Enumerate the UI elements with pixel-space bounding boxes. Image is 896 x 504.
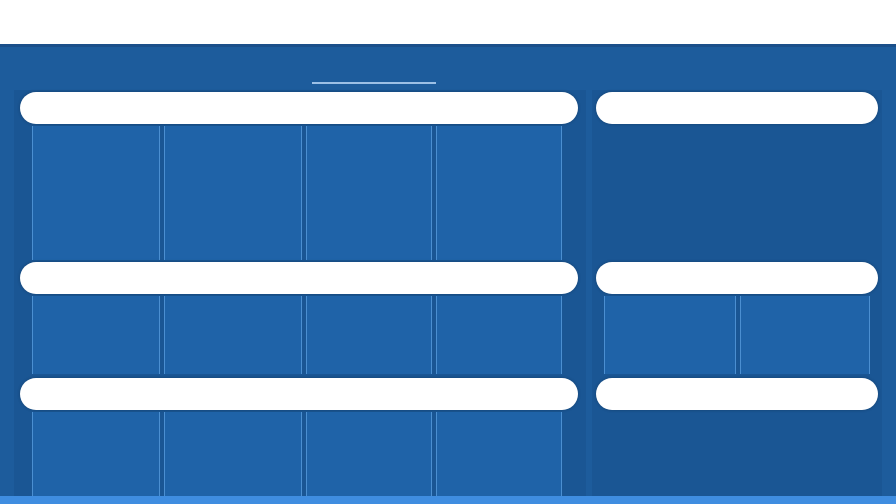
right-row-3-content [606, 412, 868, 504]
bottom-bar [0, 496, 896, 504]
row-3-col-3 [306, 412, 432, 504]
left-panel [14, 90, 586, 504]
row-1-col-1 [32, 126, 160, 260]
row-1-band [20, 92, 578, 124]
row-2-col-3 [306, 296, 432, 374]
row-1-col-4 [436, 126, 562, 260]
right-row-2-col-2 [740, 296, 870, 374]
right-row-2-col-1 [604, 296, 736, 374]
right-row-1-content [606, 126, 868, 260]
subtitle [312, 66, 436, 84]
right-row-3-band [596, 378, 878, 410]
row-1-col-2 [164, 126, 302, 260]
row-3-col-2 [164, 412, 302, 504]
row-1-col-3 [306, 126, 432, 260]
row-2-band [20, 262, 578, 294]
header-bar [0, 0, 896, 47]
right-row-2-band [596, 262, 878, 294]
right-row-1-band [596, 92, 878, 124]
row-2-col-2 [164, 296, 302, 374]
right-panel [592, 90, 882, 504]
row-2-col-4 [436, 296, 562, 374]
row-3-band [20, 378, 578, 410]
row-2-col-1 [32, 296, 160, 374]
row-3-col-4 [436, 412, 562, 504]
row-3-col-1 [32, 412, 160, 504]
